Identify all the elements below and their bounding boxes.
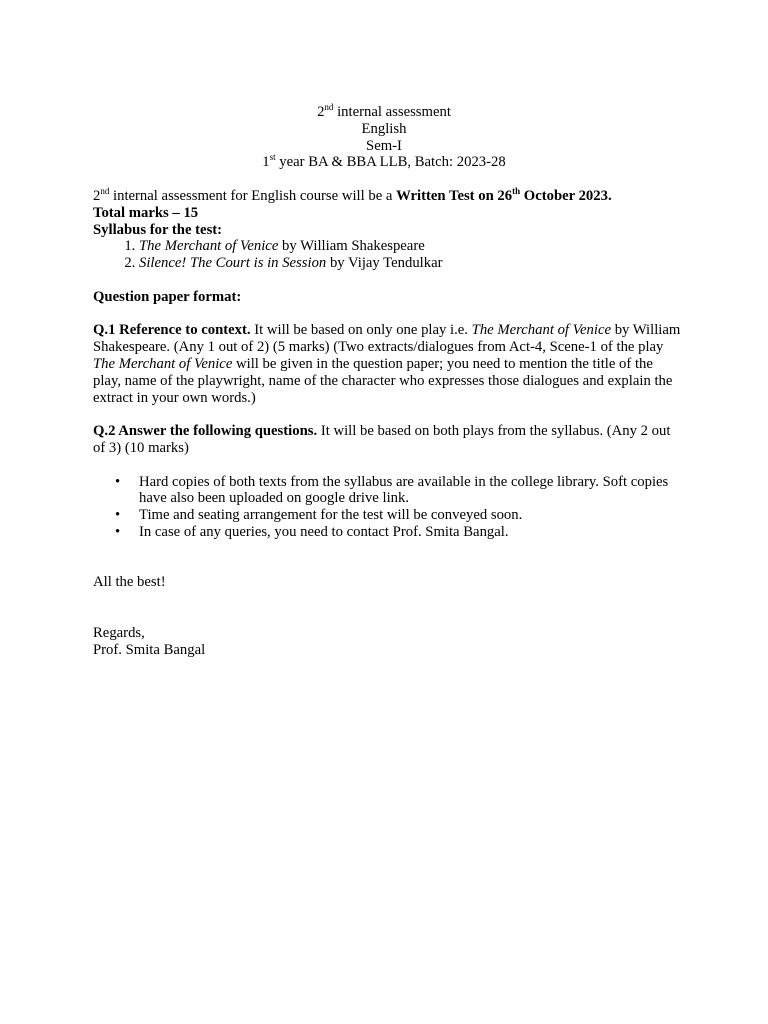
intro-paragraph: 2nd internal assessment for English course will be a Written Test on 26th October 2023.	[93, 186, 612, 204]
document-header	[0, 104, 768, 171]
note-item: • Hard copies of both texts from the syllabus are available in the college library. Soft copies have also been uploaded on google drive link.	[115, 473, 669, 507]
question-1: Q.1 Reference to context. It will be based on only one play i.e. The Merchant of Venice by William Shakespeare. (Any 1 out of 2) (5 marks) (Two extracts/dialogues from Act-4, Scene-1 of the play The Merchant of Venice will be given in the question paper; you need to mention the title of the play, name of the playwright, name of the character who expresses those dialogues and explain the extract in your own words.)	[93, 322, 681, 406]
notes-list	[93, 474, 683, 541]
note-item: • Time and seating arrangement for the test will be conveyed soon.	[115, 507, 523, 524]
header-title: 2nd internal assessment	[317, 102, 451, 120]
document-body	[93, 104, 683, 658]
syllabus-heading: Syllabus for the test:	[93, 221, 223, 238]
header-batch: 1st year BA & BBA LLB, Batch: 2023-28	[262, 152, 506, 171]
header-subject: English	[361, 120, 407, 137]
bullet-icon: •	[115, 473, 121, 490]
regards-line: Regards,	[93, 624, 145, 641]
signature: Prof. Smita Bangal	[93, 641, 206, 658]
syllabus-item: 2. Silence! The Court is in Session by Vijay Tendulkar	[139, 255, 683, 272]
header-semester: Sem-I	[366, 137, 402, 154]
bullet-icon: •	[115, 507, 121, 524]
question-2: Q.2 Answer the following questions. It will be based on both plays from the syllabus. (Any 2 out of 3) (10 marks)	[93, 423, 671, 456]
total-marks: Total marks – 15	[93, 204, 199, 221]
closing-line: All the best!	[93, 574, 166, 591]
syllabus-item: 1. The Merchant of Venice by William Shakespeare	[139, 238, 683, 255]
bullet-icon: •	[115, 523, 121, 540]
note-item: • In case of any queries, you need to contact Prof. Smita Bangal.	[115, 523, 509, 540]
syllabus-list	[93, 238, 683, 272]
format-heading: Question paper format:	[93, 288, 242, 305]
